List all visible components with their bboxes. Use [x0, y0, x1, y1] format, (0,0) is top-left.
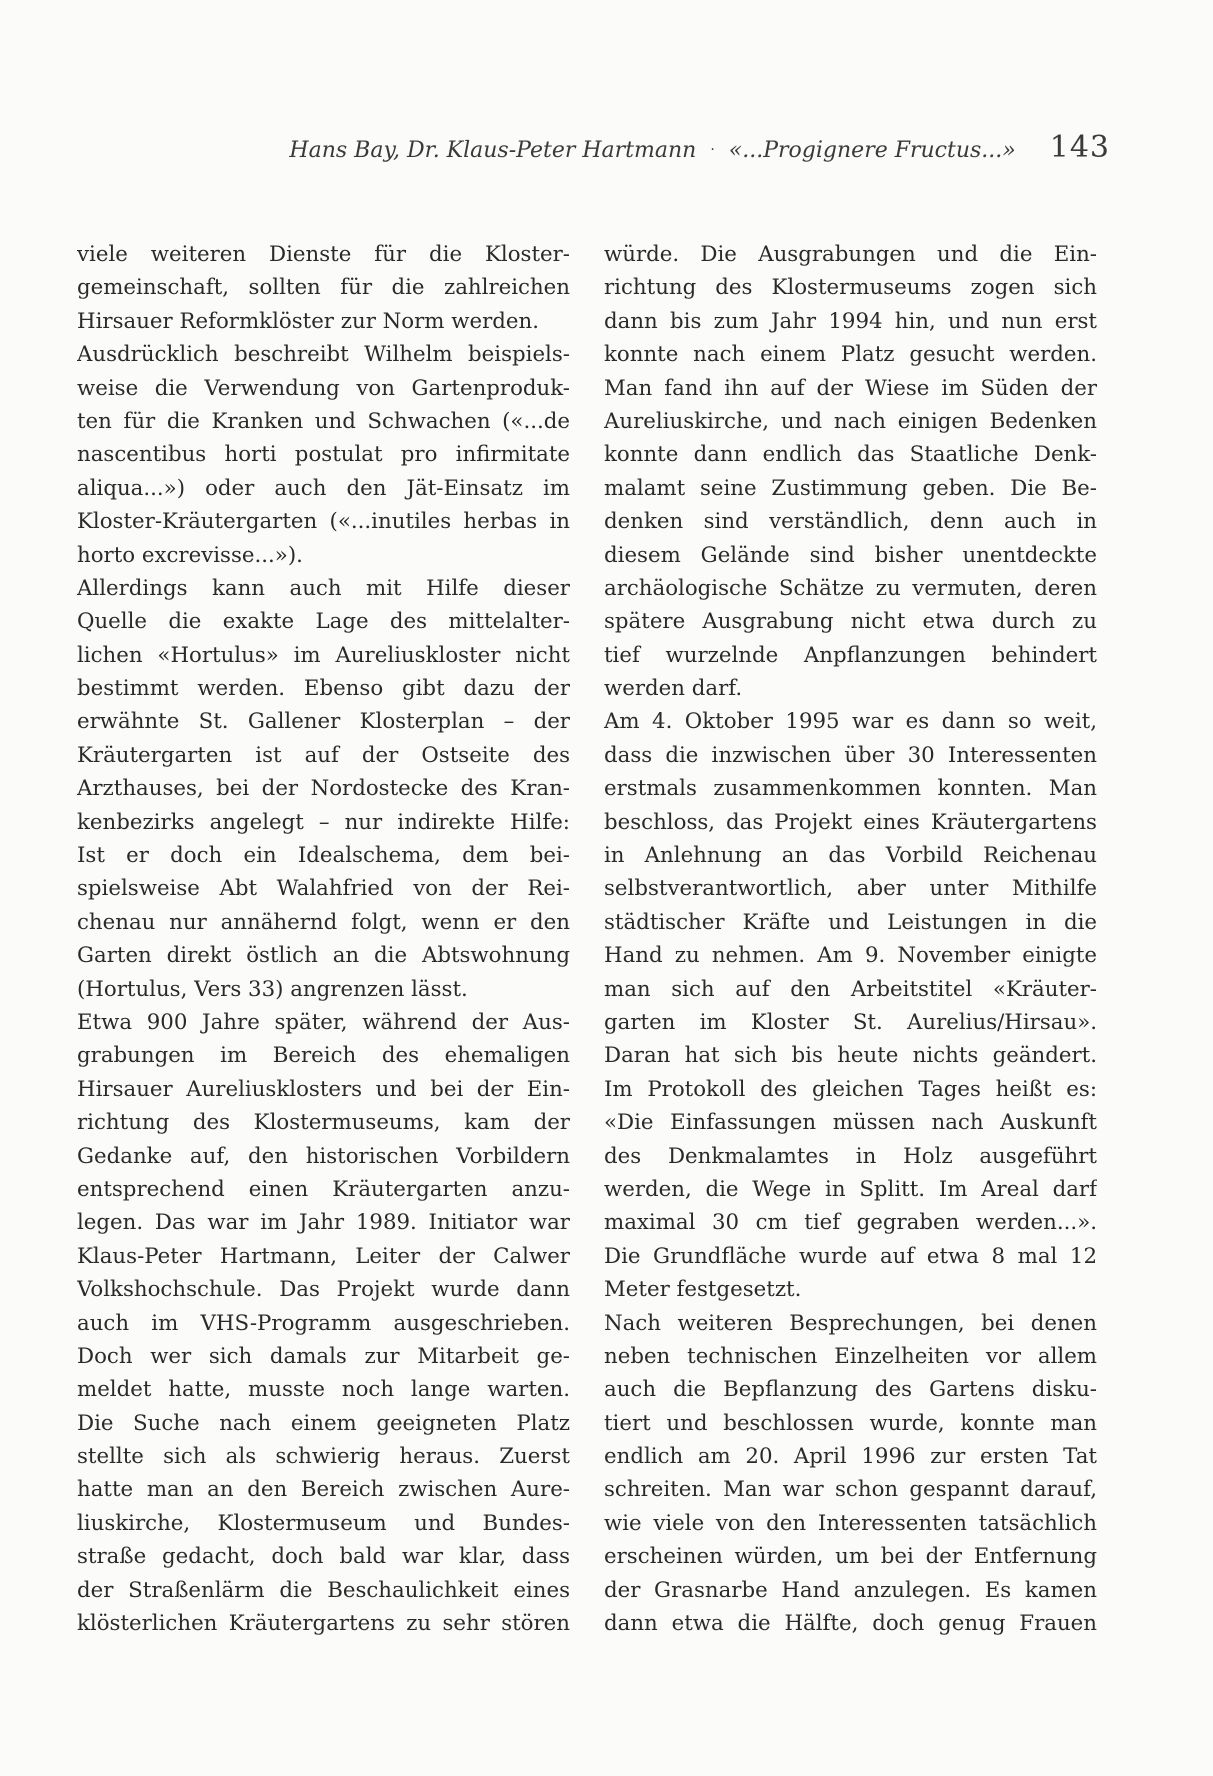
text-line: liuskirche, Klostermuseum und Bundes- — [77, 1510, 570, 1536]
text-line: Am 4. Oktober 1995 war es dann so weit, — [604, 709, 1097, 735]
text-line: weise die Verwendung von Gartenproduk- — [77, 375, 570, 401]
text-line: erstmals zusammenkommen konnten. Man — [604, 776, 1097, 802]
header-authors: Hans Bay, Dr. Klaus-Peter Hartmann — [289, 138, 697, 163]
header-title: «...Progignere Fructus...» — [728, 138, 1016, 163]
text-line: aliqua...») oder auch den Jät-Einsatz im — [77, 475, 570, 501]
text-line: Kräutergarten ist auf der Ostseite des — [77, 742, 570, 768]
text-line: garten im Kloster St. Aurelius/Hirsau». — [604, 1009, 1097, 1035]
text-line: gemeinschaft, sollten für die zahlreichen — [77, 275, 570, 301]
text-line: wie viele von den Interessenten tatsächlich — [604, 1510, 1097, 1536]
text-line: der Straßenlärm die Beschaulichkeit eines — [77, 1577, 570, 1603]
text-line: horto excrevisse...»). — [77, 542, 303, 568]
text-line: auch die Bepflanzung des Gartens disku- — [604, 1377, 1097, 1403]
text-line: Nach weiteren Besprechungen, bei denen — [604, 1310, 1097, 1336]
text-line: denken sind verständlich, denn auch in — [604, 509, 1097, 535]
text-line: endlich am 20. April 1996 zur ersten Tat — [604, 1444, 1097, 1470]
text-line: chenau nur annähernd folgt, wenn er den — [77, 909, 570, 935]
left-text-column — [77, 238, 570, 1640]
text-line: Meter festgesetzt. — [604, 1277, 802, 1303]
text-line: Die Suche nach einem geeigneten Platz — [77, 1410, 570, 1436]
text-line: legen. Das war im Jahr 1989. Initiator war — [77, 1210, 570, 1236]
text-line: tiert und beschlossen wurde, konnte man — [604, 1410, 1097, 1436]
text-line: lichen «Hortulus» im Aureliuskloster nicht — [77, 642, 570, 668]
text-line: des Denkmalamtes in Holz ausgeführt — [604, 1143, 1097, 1169]
text-line: nascentibus horti postulat pro infirmitate — [77, 442, 570, 468]
text-line: Quelle die exakte Lage des mittelalter- — [77, 609, 570, 635]
text-line: ten für die Kranken und Schwachen («...de — [77, 408, 570, 434]
text-line: spätere Ausgrabung nicht etwa durch zu — [604, 609, 1097, 635]
text-line: diesem Gelände sind bisher unentdeckte — [604, 542, 1097, 568]
text-line: Klaus-Peter Hartmann, Leiter der Calwer — [77, 1243, 570, 1269]
text-line: Aureliuskirche, und nach einigen Bedenken — [604, 408, 1097, 434]
text-line: beschloss, das Projekt eines Kräutergartens — [604, 809, 1097, 835]
text-line: Volkshochschule. Das Projekt wurde dann — [77, 1277, 570, 1303]
text-line: erwähnte St. Gallener Klosterplan – der — [77, 709, 570, 735]
text-line: schreiten. Man war schon gespannt darauf, — [604, 1477, 1097, 1503]
text-line: straße gedacht, doch bald war klar, dass — [77, 1544, 570, 1570]
header-separator: · — [710, 142, 715, 158]
page-number: 143 — [1049, 130, 1110, 165]
text-line: tief wurzelnde Anpflanzungen behindert — [604, 642, 1097, 668]
text-line: richtung des Klostermuseums zogen sich — [604, 275, 1097, 301]
text-line: kenbezirks angelegt – nur indirekte Hilfe: — [77, 809, 570, 835]
text-line: Gedanke auf, den historischen Vorbildern — [77, 1143, 570, 1169]
text-line: man sich auf den Arbeitstitel «Kräuter- — [604, 976, 1097, 1002]
text-line: der Grasnarbe Hand anzulegen. Es kamen — [604, 1577, 1097, 1603]
text-line: erscheinen würden, um bei der Entfernung — [604, 1544, 1097, 1570]
text-line: hatte man an den Bereich zwischen Aure- — [77, 1477, 570, 1503]
text-line: konnte nach einem Platz gesucht werden. — [604, 342, 1097, 368]
text-line: in Anlehnung an das Vorbild Reichenau — [604, 843, 1097, 869]
text-line: klösterlichen Kräutergartens zu sehr stören — [77, 1611, 570, 1637]
text-line: archäologische Schätze zu vermuten, deren — [604, 575, 1097, 601]
text-line: städtischer Kräfte und Leistungen in die — [604, 909, 1097, 935]
text-line: Hirsauer Reformklöster zur Norm werden. — [77, 308, 539, 334]
text-line: Etwa 900 Jahre später, während der Aus- — [77, 1009, 570, 1035]
text-line: Hirsauer Aureliusklosters und bei der Ein- — [77, 1076, 570, 1102]
text-line: dann bis zum Jahr 1994 hin, und nun erst — [604, 308, 1097, 334]
text-line: selbstverantwortlich, aber unter Mithilfe — [604, 876, 1097, 902]
text-line: Allerdings kann auch mit Hilfe dieser — [77, 575, 570, 601]
text-line: Kloster-Kräutergarten («...inutiles herbas in — [77, 509, 570, 535]
text-line: Im Protokoll des gleichen Tages heißt es: — [604, 1076, 1097, 1102]
text-line: viele weiteren Dienste für die Kloster- — [77, 242, 570, 267]
text-line: Daran hat sich bis heute nichts geändert. — [604, 1043, 1097, 1069]
text-line: würde. Die Ausgrabungen und die Ein- — [604, 242, 1097, 267]
text-line: malamt seine Zustimmung geben. Die Be- — [604, 475, 1097, 501]
text-line: neben technischen Einzelheiten vor allem — [604, 1343, 1097, 1369]
text-line: werden, die Wege in Splitt. Im Areal darf — [604, 1176, 1097, 1202]
text-line: grabungen im Bereich des ehemaligen — [77, 1043, 570, 1069]
text-line: entsprechend einen Kräutergarten anzu- — [77, 1176, 570, 1202]
text-line: maximal 30 cm tief gegraben werden...». — [604, 1210, 1097, 1236]
text-line: spielsweise Abt Walahfried von der Rei- — [77, 876, 570, 902]
text-line: dass die inzwischen über 30 Interessenten — [604, 742, 1097, 768]
text-line: (Hortulus, Vers 33) angrenzen lässt. — [77, 976, 468, 1002]
text-line: dann etwa die Hälfte, doch genug Frauen — [604, 1611, 1097, 1637]
text-line: Ist er doch ein Idealschema, dem bei- — [77, 843, 570, 869]
text-line: Ausdrücklich beschreibt Wilhelm beispiels- — [77, 342, 570, 368]
text-line: werden darf. — [604, 676, 743, 702]
text-line: Man fand ihn auf der Wiese im Süden der — [604, 375, 1097, 401]
text-line: richtung des Klostermuseums, kam der — [77, 1110, 570, 1136]
text-line: meldet hatte, musste noch lange warten. — [77, 1377, 570, 1403]
right-text-column — [604, 238, 1097, 1640]
text-line: Doch wer sich damals zur Mitarbeit ge- — [77, 1343, 570, 1369]
text-line: auch im VHS-Programm ausgeschrieben. — [77, 1310, 570, 1336]
running-header — [280, 130, 1110, 174]
text-line: Die Grundfläche wurde auf etwa 8 mal 12 — [604, 1243, 1097, 1269]
text-line: stellte sich als schwierig heraus. Zuerst — [77, 1444, 570, 1470]
text-line: konnte dann endlich das Staatliche Denk- — [604, 442, 1097, 468]
text-line: Hand zu nehmen. Am 9. November einigte — [604, 943, 1097, 969]
text-line: «Die Einfassungen müssen nach Auskunft — [604, 1110, 1097, 1136]
text-line: bestimmt werden. Ebenso gibt dazu der — [77, 676, 570, 702]
text-line: Arzthauses, bei der Nordostecke des Kran- — [77, 776, 570, 802]
text-line: Garten direkt östlich an die Abtswohnung — [77, 943, 570, 969]
